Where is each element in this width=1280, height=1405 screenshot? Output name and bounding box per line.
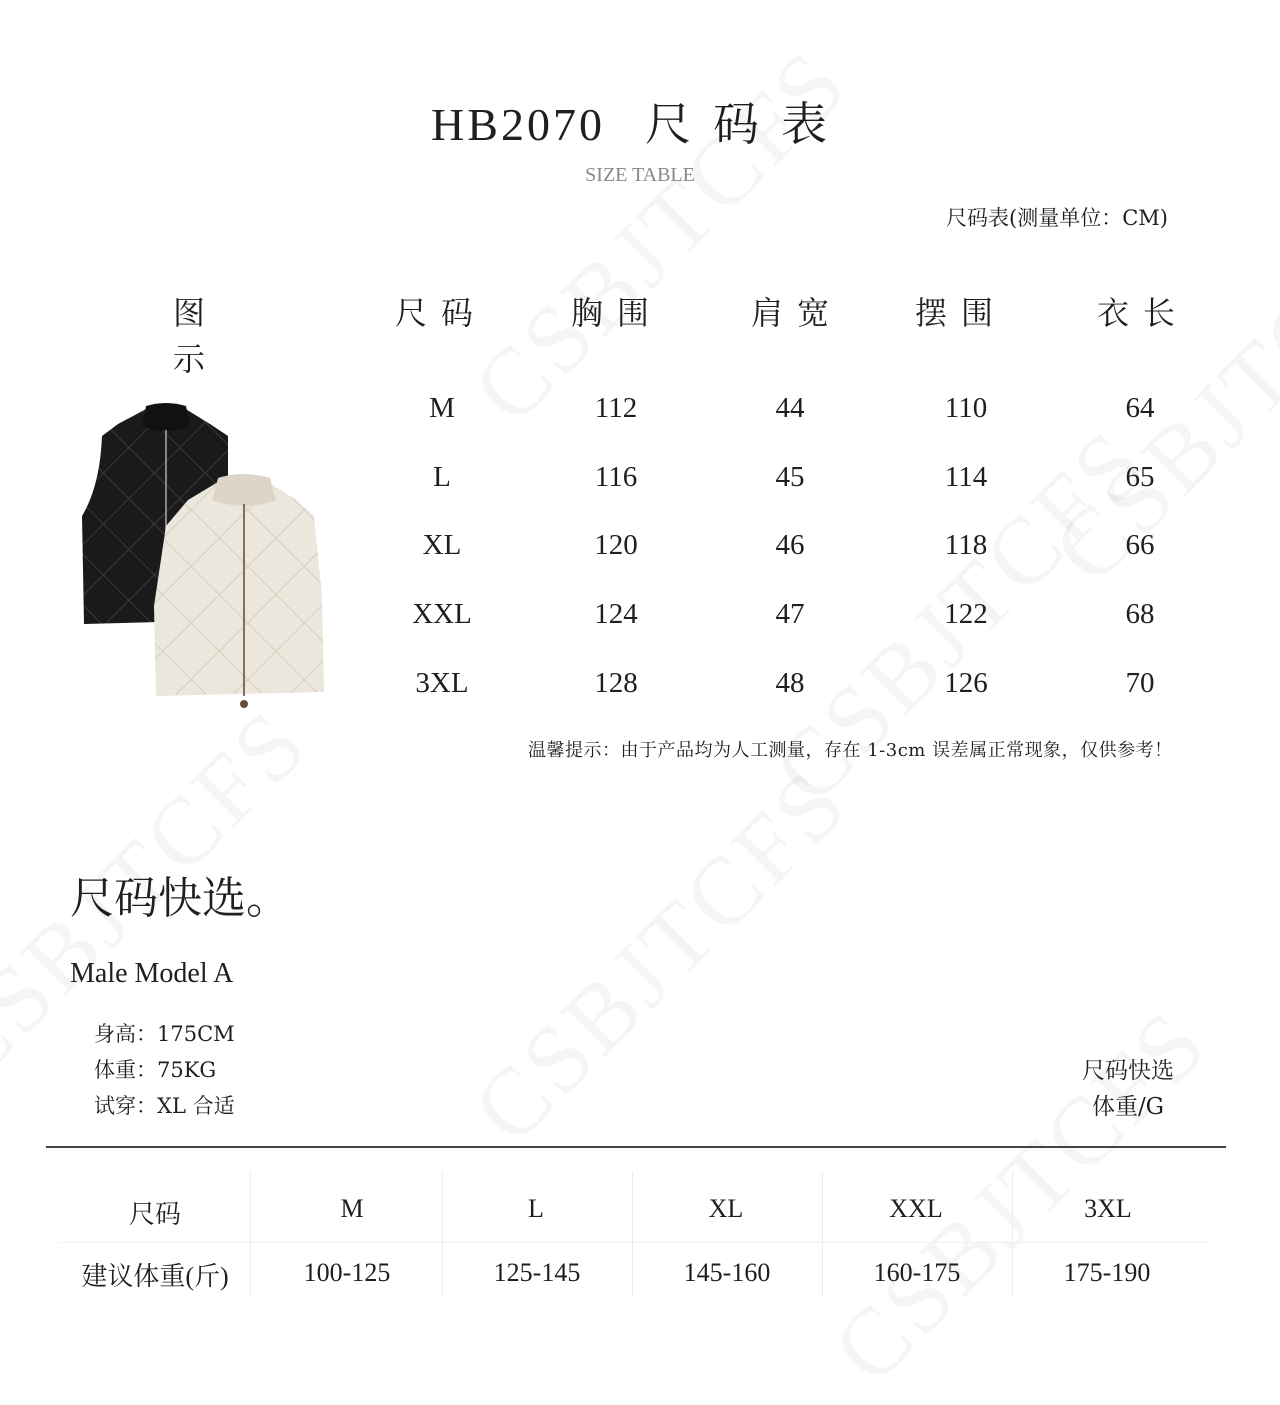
row-divider [60,1242,1210,1243]
weight-table-size: L [528,1194,544,1223]
watermark [451,746,869,1164]
weight-table-weight: 125-145 [493,1258,581,1287]
cell-size: L [433,461,451,493]
cell-length: 68 [1125,598,1155,630]
cell-shoulder: 48 [775,667,805,699]
weight-table-size: M [340,1194,364,1223]
page-subtitle: SIZE TABLE [585,164,695,186]
column-divider [1012,1172,1013,1296]
quick-select-title: 尺码快选。 [70,873,290,924]
cell-hem: 110 [944,392,988,424]
weight-table-size: XXL [889,1194,943,1223]
weight-unit-label: 体重/G [1091,1094,1165,1120]
cell-length: 70 [1125,667,1155,699]
cell-chest: 120 [594,529,638,561]
cell-shoulder: 47 [775,598,805,630]
model-height: 身高：175CM [94,1022,235,1046]
section-divider [46,1146,1226,1148]
quick-select-label: 尺码快选 [1082,1058,1174,1084]
model-weight: 体重：75KG [94,1058,217,1082]
cell-shoulder: 46 [775,529,805,561]
col-header-image: 图 示 [172,294,245,378]
cell-hem: 118 [944,529,988,561]
col-header-shoulder: 肩宽 [750,294,843,332]
weight-table-weight: 160-175 [873,1258,961,1287]
cell-hem: 114 [944,461,988,493]
cell-chest: 116 [594,461,638,493]
column-divider [822,1172,823,1296]
column-divider [250,1172,251,1296]
measurement-note: 温馨提示：由于产品均为人工测量，存在 1-3cm 误差属正常现象，仅供参考！ [528,740,1173,761]
cell-size: 3XL [415,667,469,699]
cell-chest: 124 [594,598,638,630]
cell-chest: 112 [594,392,638,424]
col-header-length: 衣长 [1096,294,1189,332]
col-header-hem: 摆围 [914,294,1007,332]
cell-size: XXL [412,598,472,630]
title-cn: 尺码表 [644,97,849,151]
model-fit: 试穿：XL 合适 [94,1094,235,1118]
cell-size: M [429,392,455,424]
unit-note: 尺码表(测量单位：CM) [946,206,1168,230]
cell-hem: 122 [944,598,988,630]
column-divider [442,1172,443,1296]
weight-table-size-label: 尺码 [128,1200,181,1229]
product-code: HB2070 [431,99,605,150]
model-name: Male Model A [70,958,234,989]
cell-shoulder: 44 [775,392,805,424]
weight-table-size: 3XL [1084,1194,1132,1223]
cell-length: 65 [1125,461,1155,493]
col-header-size: 尺码 [394,294,487,332]
column-divider [632,1172,633,1296]
weight-table-weight: 100-125 [303,1258,391,1287]
product-image [78,396,340,716]
cell-size: XL [422,529,462,561]
weight-table-weight-label: 建议体重(斤) [81,1262,229,1291]
weight-table-size: XL [708,1194,744,1223]
cell-length: 64 [1125,392,1155,424]
weight-table-weight: 145-160 [683,1258,771,1287]
weight-table-weight: 175-190 [1063,1258,1151,1287]
cell-hem: 126 [944,667,988,699]
cell-chest: 128 [594,667,638,699]
cell-length: 66 [1125,529,1155,561]
col-header-chest: 胸围 [570,294,663,332]
cell-shoulder: 45 [775,461,805,493]
page-title [0,88,1280,154]
